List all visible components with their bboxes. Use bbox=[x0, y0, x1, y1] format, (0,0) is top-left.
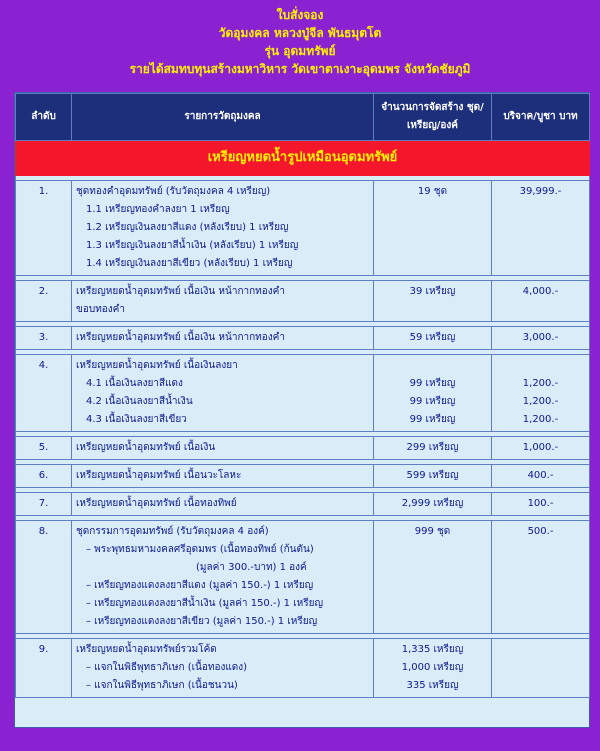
price-line: 400.- bbox=[527, 470, 554, 481]
table-row bbox=[16, 639, 590, 698]
row-items bbox=[72, 327, 374, 350]
item-line: – พระพุทธมหามงคลศรีอุดมพร (เนื้อทองทิพย์ (ก้นตัน) bbox=[86, 544, 314, 555]
qty-line: 1,000 เหรียญ bbox=[401, 662, 464, 673]
price-line: 1,200.- bbox=[522, 396, 559, 407]
header-temple: วัดอุมงคล หลวงปู่จีล พันธมุตโต bbox=[218, 26, 382, 40]
item-line: ขอบทองคำ bbox=[76, 304, 125, 315]
row-number: 9. bbox=[16, 639, 72, 698]
item-line: ชุดกรรมการอุดมทรัพย์ (รับวัตถุมงคล 4 องค์) bbox=[76, 526, 269, 537]
price-line: 4,000.- bbox=[522, 286, 559, 297]
price-line: 39,999.- bbox=[519, 186, 562, 197]
row-items bbox=[72, 493, 374, 516]
row-items bbox=[72, 437, 374, 460]
price-line: 1,000.- bbox=[522, 442, 559, 453]
row-price bbox=[492, 355, 590, 432]
row-number: 5. bbox=[16, 437, 72, 460]
row-price bbox=[492, 493, 590, 516]
order-table-sheet bbox=[14, 92, 590, 728]
qty-line: 1,335 เหรียญ bbox=[401, 644, 464, 655]
qty-line: 999 ชุด bbox=[414, 526, 451, 537]
item-line: เหรียญหยดน้ำอุดมทรัพย์ เนื้อทองทิพย์ bbox=[76, 498, 237, 509]
row-price bbox=[492, 181, 590, 276]
item-line: เหรียญหยดน้ำอุดมทรัพย์รวมโค้ด bbox=[76, 644, 217, 655]
col-header-price: บริจาค/บูชา บาท bbox=[492, 94, 590, 141]
row-items bbox=[72, 181, 374, 276]
price-line: 100.- bbox=[527, 498, 554, 509]
row-number: 1. bbox=[16, 181, 72, 276]
item-line: เหรียญหยดน้ำอุดมทรัพย์ เนื้อนวะโลหะ bbox=[76, 470, 242, 481]
item-line: 1.2 เหรียญเงินลงยาสีแดง (หลังเรียบ) 1 เหรียญ bbox=[86, 222, 289, 233]
item-line: – แจกในพิธีพุทธาภิเษก (เนื้อทองแดง) bbox=[86, 662, 248, 673]
item-line: – เหรียญทองแดงลงยาสีแดง (มูลค่า 150.-) 1 เหรียญ bbox=[86, 580, 314, 591]
row-qty bbox=[374, 281, 492, 322]
qty-line bbox=[378, 357, 487, 375]
item-line: เหรียญหยดน้ำอุดมทรัพย์ เนื้อเงิน หน้ากากทองคำ bbox=[76, 332, 285, 343]
item-line: 4.2 เนื้อเงินลงยาสีน้ำเงิน bbox=[86, 396, 193, 407]
qty-line: 59 เหรียญ bbox=[409, 332, 456, 343]
row-number: 4. bbox=[16, 355, 72, 432]
qty-line: 335 เหรียญ bbox=[406, 680, 459, 691]
price-line: 3,000.- bbox=[522, 332, 559, 343]
col-header-qty: จำนวนการจัดสร้าง ชุด/เหรียญ/องค์ bbox=[374, 94, 492, 141]
row-price bbox=[492, 465, 590, 488]
row-number: 8. bbox=[16, 521, 72, 634]
row-items bbox=[72, 355, 374, 432]
qty-line: 599 เหรียญ bbox=[406, 470, 459, 481]
price-line bbox=[496, 357, 585, 375]
col-header-no: ลำดับ bbox=[16, 94, 72, 141]
qty-line: 99 เหรียญ bbox=[409, 414, 456, 425]
col-header-items: รายการวัตถุมงคล bbox=[72, 94, 374, 141]
row-qty bbox=[374, 355, 492, 432]
row-number: 6. bbox=[16, 465, 72, 488]
row-items bbox=[72, 521, 374, 634]
row-items bbox=[72, 639, 374, 698]
item-line: 1.4 เหรียญเงินลงยาสีเขียว (หลังเรียบ) 1 เหรียญ bbox=[86, 258, 293, 269]
table-row bbox=[16, 465, 590, 488]
qty-line: 299 เหรียญ bbox=[406, 442, 459, 453]
qty-line: 99 เหรียญ bbox=[409, 378, 456, 389]
item-line: 1.3 เหรียญเงินลงยาสีน้ำเงิน (หลังเรียบ) 1 เหรียญ bbox=[86, 240, 299, 251]
item-line: ชุดทองคำอุดมทรัพย์ (รับวัตถุมงคล 4 เหรียญ) bbox=[76, 186, 271, 197]
price-line bbox=[496, 641, 585, 659]
row-qty bbox=[374, 639, 492, 698]
table-row bbox=[16, 521, 590, 634]
qty-line: 19 ชุด bbox=[417, 186, 448, 197]
table-header-row bbox=[16, 94, 590, 141]
item-line: 4.3 เนื้อเงินลงยาสีเขียว bbox=[86, 414, 187, 425]
price-line: 1,200.- bbox=[522, 378, 559, 389]
order-table bbox=[15, 93, 590, 698]
row-price bbox=[492, 327, 590, 350]
row-price bbox=[492, 437, 590, 460]
section-banner-row bbox=[16, 141, 590, 176]
item-line: – เหรียญทองแดงลงยาสีเขียว (มูลค่า 150.-) 1 เหรียญ bbox=[86, 616, 318, 627]
table-row bbox=[16, 281, 590, 322]
item-line: เหรียญหยดน้ำอุดมทรัพย์ เนื้อเงินลงยา bbox=[76, 360, 238, 371]
header-edition: รุ่น อุดมทรัพย์ bbox=[264, 44, 336, 58]
qty-line: 2,999 เหรียญ bbox=[401, 498, 464, 509]
qty-line: 39 เหรียญ bbox=[409, 286, 456, 297]
header-title: ใบสั่งจอง bbox=[276, 8, 324, 22]
price-line: 1,200.- bbox=[522, 414, 559, 425]
item-line: เหรียญหยดน้ำอุดมทรัพย์ เนื้อเงิน bbox=[76, 442, 216, 453]
section-banner: เหรียญหยดน้ำรูปเหมือนอุดมทรัพย์ bbox=[16, 141, 590, 176]
row-number: 3. bbox=[16, 327, 72, 350]
row-qty bbox=[374, 493, 492, 516]
row-number: 7. bbox=[16, 493, 72, 516]
table-row bbox=[16, 327, 590, 350]
row-items bbox=[72, 281, 374, 322]
item-line: – เหรียญทองแดงลงยาสีน้ำเงิน (มูลค่า 150.-) 1 เหรียญ bbox=[86, 598, 323, 609]
price-line: 500.- bbox=[527, 526, 554, 537]
row-price bbox=[492, 521, 590, 634]
row-qty bbox=[374, 521, 492, 634]
row-price bbox=[492, 281, 590, 322]
row-qty bbox=[374, 327, 492, 350]
item-line: – แจกในพิธีพุทธาภิเษก (เนื้อชนวน) bbox=[86, 680, 238, 691]
row-price bbox=[492, 639, 590, 698]
order-form-header bbox=[0, 6, 600, 78]
row-qty bbox=[374, 437, 492, 460]
row-qty bbox=[374, 181, 492, 276]
table-row bbox=[16, 493, 590, 516]
item-line: เหรียญหยดน้ำอุดมทรัพย์ เนื้อเงิน หน้ากากทองคำ bbox=[76, 286, 285, 297]
qty-line: 99 เหรียญ bbox=[409, 396, 456, 407]
item-line: 4.1 เนื้อเงินลงยาสีแดง bbox=[86, 378, 183, 389]
row-items bbox=[72, 465, 374, 488]
item-line: (มูลค่า 300.-บาท) 1 องค์ bbox=[196, 562, 307, 573]
header-purpose: รายได้สมทบทุนสร้างมหาวิหาร วัดเขาตาเงาะอุดมพร จังหวัดชัยภูมิ bbox=[129, 62, 471, 76]
table-row bbox=[16, 355, 590, 432]
table-row bbox=[16, 181, 590, 276]
row-qty bbox=[374, 465, 492, 488]
table-row bbox=[16, 437, 590, 460]
item-line: 1.1 เหรียญทองคำลงยา 1 เหรียญ bbox=[86, 204, 230, 215]
row-number: 2. bbox=[16, 281, 72, 322]
